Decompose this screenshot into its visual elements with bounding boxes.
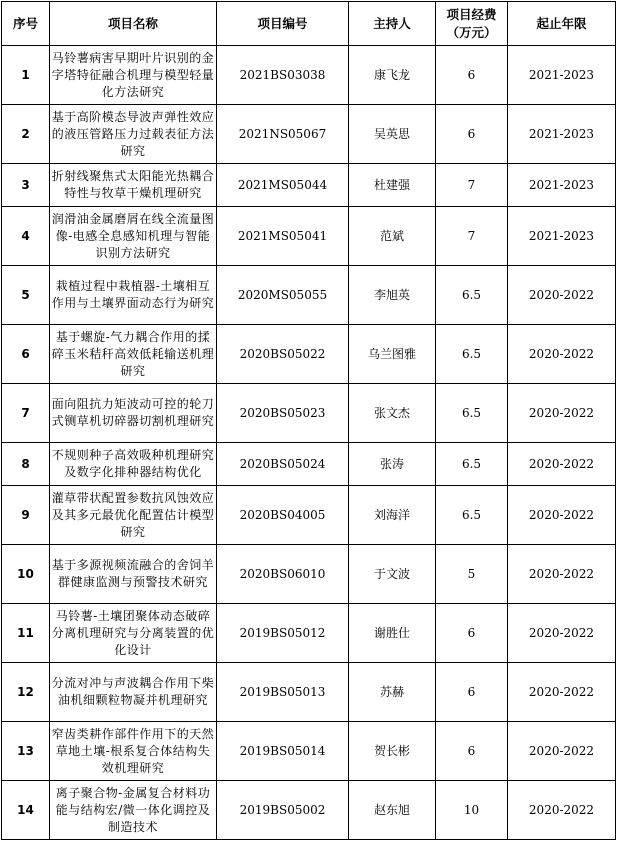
project-fund: 6: [436, 46, 508, 105]
project-host: 李旭英: [349, 266, 436, 325]
project-fund: 6.5: [436, 325, 508, 384]
project-name: 基于高阶模态导波声弹性效应的液压管路压力过载表征方法研究: [50, 105, 217, 164]
project-years: 2020-2022: [508, 722, 616, 781]
project-host: 苏赫: [349, 663, 436, 722]
project-fund: 7: [436, 164, 508, 207]
header-years: 起止年限: [508, 2, 616, 46]
table-row: [2, 384, 616, 443]
project-fund: 6: [436, 722, 508, 781]
project-years: 2020-2022: [508, 781, 616, 840]
project-name: 基于多源视频流融合的舍饲羊群健康监测与预警技术研究: [50, 545, 217, 604]
row-index: 1: [2, 46, 50, 105]
table-row: [2, 604, 616, 663]
project-years: 2020-2022: [508, 486, 616, 545]
project-name: 灌草带状配置参数抗风蚀效应及其多元最优化配置估计模型研究: [50, 486, 217, 545]
project-years: 2021-2023: [508, 46, 616, 105]
project-host: 康飞龙: [349, 46, 436, 105]
project-fund: 10: [436, 781, 508, 840]
row-index: 8: [2, 443, 50, 486]
project-name: 面向阻抗力矩波动可控的轮刀式铡草机切碎器切割机理研究: [50, 384, 217, 443]
project-code: 2021BS03038: [217, 46, 349, 105]
project-name: 马铃薯病害早期叶片识别的金字塔特征融合机理与模型轻量化方法研究: [50, 46, 217, 105]
project-code: 2019BS05013: [217, 663, 349, 722]
project-code: 2021MS05041: [217, 207, 349, 266]
row-index: 10: [2, 545, 50, 604]
project-fund: 6: [436, 604, 508, 663]
project-code: 2020MS05055: [217, 266, 349, 325]
project-name: 分流对冲与声波耦合作用下柴油机细颗粒物凝并机理研究: [50, 663, 217, 722]
project-host: 刘海洋: [349, 486, 436, 545]
row-index: 4: [2, 207, 50, 266]
table-row: [2, 722, 616, 781]
row-index: 12: [2, 663, 50, 722]
project-code: 2020BS05022: [217, 325, 349, 384]
table-row: [2, 663, 616, 722]
row-index: 7: [2, 384, 50, 443]
project-fund: 6.5: [436, 266, 508, 325]
project-code: 2021MS05044: [217, 164, 349, 207]
table-row: [2, 545, 616, 604]
project-years: 2020-2022: [508, 266, 616, 325]
project-host: 贺长彬: [349, 722, 436, 781]
table-row: [2, 486, 616, 545]
header-fund: [436, 2, 508, 46]
row-index: 14: [2, 781, 50, 840]
header-name: 项目名称: [50, 2, 217, 46]
project-host: 张文杰: [349, 384, 436, 443]
project-name: 马铃薯-土壤团聚体动态破碎分离机理研究与分离装置的优化设计: [50, 604, 217, 663]
project-code: 2019BS05014: [217, 722, 349, 781]
project-fund: 7: [436, 207, 508, 266]
row-index: 2: [2, 105, 50, 164]
project-years: 2021-2023: [508, 207, 616, 266]
project-code: 2020BS04005: [217, 486, 349, 545]
header-row: [2, 2, 616, 46]
project-host: 范斌: [349, 207, 436, 266]
project-years: 2020-2022: [508, 545, 616, 604]
project-name: 窄齿类耕作部件作用下的天然草地土壤-根系复合体结构失效机理研究: [50, 722, 217, 781]
row-index: 5: [2, 266, 50, 325]
project-code: 2021NS05067: [217, 105, 349, 164]
project-code: 2019BS05012: [217, 604, 349, 663]
table-row: [2, 164, 616, 207]
table-row: [2, 207, 616, 266]
table-row: [2, 325, 616, 384]
project-table: [1, 1, 616, 840]
table-row: [2, 266, 616, 325]
project-years: 2021-2023: [508, 105, 616, 164]
header-fund-line1: 项目经费: [446, 6, 497, 22]
row-index: 3: [2, 164, 50, 207]
project-host: 赵东旭: [349, 781, 436, 840]
project-host: 杜建强: [349, 164, 436, 207]
table-row: [2, 443, 616, 486]
project-host: 谢胜仕: [349, 604, 436, 663]
project-code: 2019BS05002: [217, 781, 349, 840]
header-fund-line2: （万元）: [446, 24, 497, 40]
project-fund: 6.5: [436, 443, 508, 486]
project-fund: 6: [436, 105, 508, 164]
project-fund: 6.5: [436, 384, 508, 443]
project-name: 栽植过程中栽植器-土壤相互作用与土壤界面动态行为研究: [50, 266, 217, 325]
header-host: 主持人: [349, 2, 436, 46]
project-code: 2020BS05024: [217, 443, 349, 486]
row-index: 9: [2, 486, 50, 545]
project-years: 2020-2022: [508, 604, 616, 663]
project-host: 乌兰图雅: [349, 325, 436, 384]
row-index: 6: [2, 325, 50, 384]
project-name: 不规则种子高效吸种机理研究及数字化排种器结构优化: [50, 443, 217, 486]
project-host: 于文波: [349, 545, 436, 604]
project-years: 2020-2022: [508, 663, 616, 722]
project-code: 2020BS05023: [217, 384, 349, 443]
project-years: 2021-2023: [508, 164, 616, 207]
header-code: 项目编号: [217, 2, 349, 46]
project-fund: 5: [436, 545, 508, 604]
project-name: 折射线聚焦式太阳能光热耦合特性与牧草干燥机理研究: [50, 164, 217, 207]
row-index: 13: [2, 722, 50, 781]
project-fund: 6.5: [436, 486, 508, 545]
project-code: 2020BS06010: [217, 545, 349, 604]
project-name: 离子聚合物-金属复合材料功能与结构宏/微一体化调控及制造技术: [50, 781, 217, 840]
table-row: [2, 105, 616, 164]
project-years: 2020-2022: [508, 325, 616, 384]
project-years: 2020-2022: [508, 443, 616, 486]
project-years: 2020-2022: [508, 384, 616, 443]
table-row: [2, 781, 616, 840]
project-host: 张涛: [349, 443, 436, 486]
table-row: [2, 46, 616, 105]
project-name: 润滑油金属磨屑在线全流量图像-电感全息感知机理与智能识别方法研究: [50, 207, 217, 266]
project-name: 基于螺旋-气力耦合作用的揉碎玉米秸秆高效低耗输送机理研究: [50, 325, 217, 384]
row-index: 11: [2, 604, 50, 663]
project-host: 吴英思: [349, 105, 436, 164]
header-index: 序号: [2, 2, 50, 46]
project-fund: 6: [436, 663, 508, 722]
